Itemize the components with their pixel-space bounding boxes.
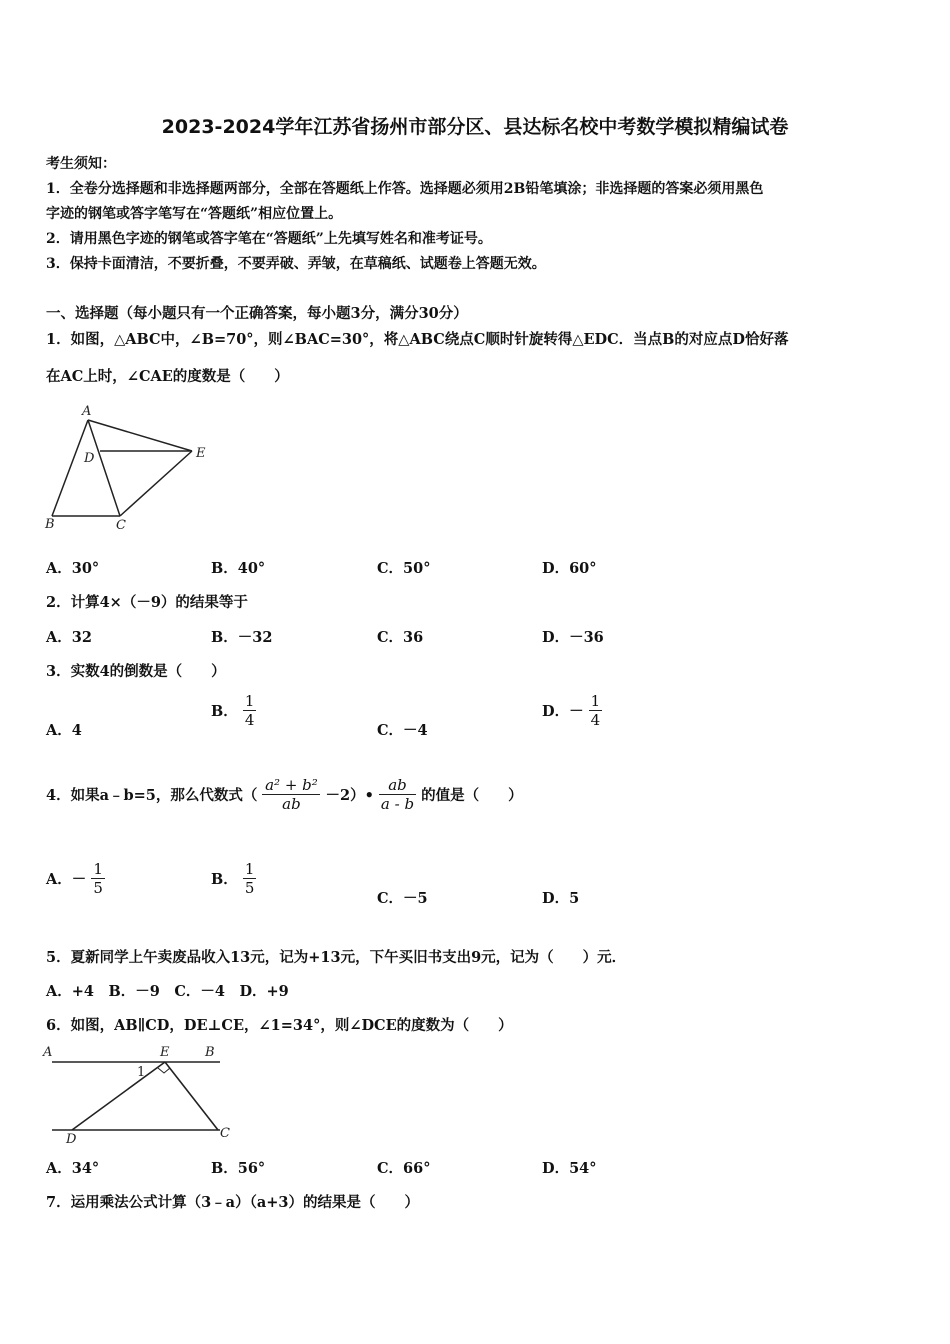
- q1-triangle-figure: [40, 400, 220, 535]
- q2-stem: 2．计算4×（－9）的结果等于: [46, 594, 248, 611]
- q4-option-d[interactable]: D．5: [542, 890, 580, 907]
- q6-stem: 6．如图，AB∥CD，DE⊥CE，∠1=34°，则∠DCE的度数为（ ）: [46, 1017, 513, 1034]
- q1-option-a[interactable]: A．30°: [46, 560, 100, 577]
- q2-option-d[interactable]: D．－36: [542, 629, 604, 646]
- q3-option-b[interactable]: B． $\frac{1}{4}$: [211, 692, 255, 729]
- q1-stem-line1: 1．如图，△ABC中，∠B=70°，则∠BAC=30°，将△ABC绕点C顺时针旋转得△EDC．当点B的对应点D恰好落: [46, 331, 789, 348]
- q6-label-D: D: [66, 1132, 77, 1145]
- q6-option-c[interactable]: C．66°: [377, 1160, 431, 1177]
- q1-option-d[interactable]: D．60°: [542, 560, 597, 577]
- q2-option-a[interactable]: A．32: [46, 629, 92, 646]
- q3-option-d-fraction: $\frac{1}{4}$: [590, 692, 601, 729]
- section-heading: 一、选择题（每小题只有一个正确答案，每小题3分，满分30分）: [46, 305, 468, 322]
- q6-label-C: C: [220, 1126, 230, 1141]
- q4-fraction-1: $\frac{\text{a² + b²}}{ab}$: [262, 776, 320, 813]
- q6-label-E: E: [160, 1045, 170, 1060]
- q4-fraction-2: $\frac{ab}{a - b}$: [380, 776, 415, 813]
- q4-option-b[interactable]: B． $\frac{1}{5}$: [211, 860, 255, 897]
- q1-option-b[interactable]: B．40°: [211, 560, 266, 577]
- q1-label-E: E: [196, 446, 206, 461]
- notice-item-3: 3．保持卡面清洁，不要折叠，不要弄破、弄皱，在草稿纸、试题卷上答题无效。: [46, 256, 546, 272]
- q1-option-c[interactable]: C．50°: [377, 560, 431, 577]
- q6-option-b[interactable]: B．56°: [211, 1160, 266, 1177]
- q5-options[interactable]: A．+4 B．－9 C．－4 D．+9: [46, 983, 289, 1000]
- q3-option-a[interactable]: A．4: [46, 722, 82, 739]
- q7-stem: 7．运用乘法公式计算（3﹣a）（a+3）的结果是（ ）: [46, 1194, 419, 1211]
- q3-option-d[interactable]: D．－ $\frac{1}{4}$: [542, 692, 601, 729]
- q4-option-a-fraction: $\frac{1}{5}$: [93, 860, 103, 897]
- notice-item-1b: 字迹的钢笔或答字笔写在“答题纸”相应位置上。: [46, 206, 343, 222]
- q2-option-b[interactable]: B．－32: [211, 629, 273, 646]
- q2-option-c[interactable]: C．36: [377, 629, 424, 646]
- q1-label-B: B: [45, 517, 55, 532]
- q6-label-angle-1: 1: [137, 1065, 146, 1080]
- notice-heading: 考生须知：: [46, 156, 116, 172]
- page-title: 2023-2024学年江苏省扬州市部分区、县达标名校中考数学模拟精编试卷: [161, 116, 789, 138]
- q4-option-a[interactable]: A．－ $\frac{1}{5}$: [46, 860, 103, 897]
- q3-option-c[interactable]: C．－4: [377, 722, 428, 739]
- q6-option-d[interactable]: D．54°: [542, 1160, 597, 1177]
- q6-label-B: B: [205, 1045, 215, 1060]
- q3-option-b-fraction: $\frac{1}{4}$: [244, 692, 255, 729]
- notice-item-2: 2．请用黑色字迹的钢笔或答字笔在“答题纸”上先填写姓名和准考证号。: [46, 231, 492, 247]
- q3-stem: 3．实数4的倒数是（ ）: [46, 663, 226, 680]
- q5-stem: 5．夏新同学上午卖废品收入13元，记为+13元，下午买旧书支出9元，记为（ ）元．: [46, 949, 627, 966]
- q4-stem: 4．如果a﹣b=5，那么代数式（ $\frac{\text{a² + b²}}{ab}$ －2）• $\frac{ab}{a - b}$ 的值是（ ）: [46, 776, 523, 813]
- q6-parallel-lines-figure: [40, 1040, 240, 1145]
- q4-option-c[interactable]: C．－5: [377, 890, 428, 907]
- q1-label-C: C: [116, 518, 126, 533]
- q1-label-A: A: [82, 404, 92, 419]
- q4-option-b-fraction: $\frac{1}{5}$: [244, 860, 255, 897]
- q6-option-a[interactable]: A．34°: [46, 1160, 100, 1177]
- q1-stem-line2: 在AC上时，∠CAE的度数是（ ）: [46, 368, 289, 385]
- q6-label-A: A: [43, 1045, 53, 1060]
- notice-item-1a: 1．全卷分选择题和非选择题两部分，全部在答题纸上作答。选择题必须用2B铅笔填涂；非选择题的答案必须用黑色: [46, 181, 764, 197]
- q1-label-D: D: [84, 451, 95, 466]
